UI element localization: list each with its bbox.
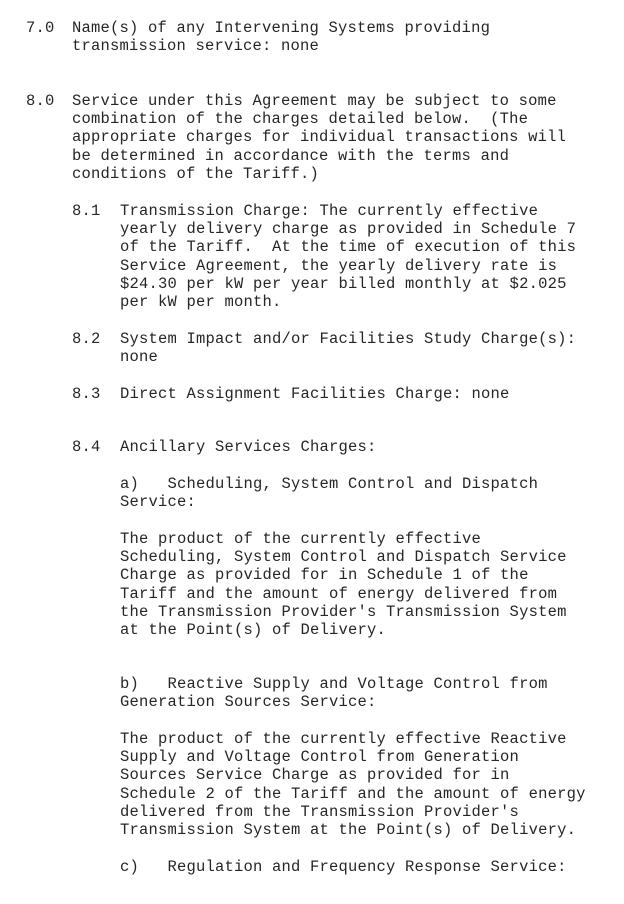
text-line: of the Tariff. At the time of execution of this	[120, 238, 577, 257]
subsection-paragraph	[120, 202, 576, 311]
text-line: Generation Sources Service:	[120, 693, 377, 712]
text-line: Tariff and the amount of energy delivered from	[120, 584, 558, 603]
text-line: none	[120, 348, 159, 367]
text-line: yearly delivery charge as provided in Schedule 7	[120, 220, 577, 239]
text-line: combination of the charges detailed below. (The	[72, 110, 529, 129]
subsection-number: 8.3	[72, 385, 101, 403]
text-line: Service under this Agreement may be subject to some	[72, 92, 557, 110]
section-number: 7.0	[26, 19, 55, 37]
subsection-paragraph	[120, 438, 377, 456]
text-line: c) Regulation and Frequency Response Service:	[120, 858, 567, 876]
text-line: Scheduling, System Control and Dispatch Service	[120, 548, 567, 567]
section-paragraph	[72, 92, 566, 183]
ancillary-heading	[120, 858, 567, 876]
ancillary-body	[120, 530, 567, 639]
text-line: be determined in accordance with the terms and	[72, 146, 510, 165]
text-line: The product of the currently effective	[120, 530, 482, 548]
text-line: conditions of the Tariff.)	[72, 164, 320, 183]
subsection-paragraph	[120, 385, 510, 403]
text-line: Sources Service Charge as provided for in	[120, 766, 510, 785]
text-line: appropriate charges for individual transactions will	[72, 128, 567, 147]
ancillary-heading	[120, 675, 548, 711]
text-line: transmission service: none	[72, 37, 320, 56]
text-line: Name(s) of any Intervening Systems providing	[72, 19, 491, 37]
text-line: System Impact and/or Facilities Study Charge(s):	[120, 330, 577, 348]
text-line: Supply and Voltage Control from Generation	[120, 748, 520, 767]
text-line: Transmission System at the Point(s) of Delivery.	[120, 821, 577, 840]
text-line: at the Point(s) of Delivery.	[120, 621, 387, 640]
text-line: a) Scheduling, System Control and Dispatch	[120, 475, 539, 493]
text-line: Charge as provided for in Schedule 1 of the	[120, 566, 529, 585]
text-line: delivered from the Transmission Provider's	[120, 802, 520, 821]
text-line: Direct Assignment Facilities Charge: none	[120, 385, 510, 403]
text-line: Service Agreement, the yearly delivery rate is	[120, 256, 558, 275]
subsection-number: 8.1	[72, 202, 101, 220]
section-paragraph	[72, 19, 490, 55]
section-number: 8.0	[26, 92, 55, 110]
text-line: b) Reactive Supply and Voltage Control from	[120, 675, 548, 693]
text-line: Service:	[120, 493, 197, 512]
subsection-paragraph	[120, 330, 576, 366]
text-line: The product of the currently effective Reactive	[120, 730, 567, 748]
text-line: per kW per month.	[120, 293, 282, 312]
text-line: Schedule 2 of the Tariff and the amount of energy	[120, 784, 586, 803]
text-line: Ancillary Services Charges:	[120, 438, 377, 456]
text-line: the Transmission Provider's Transmission System	[120, 602, 567, 621]
subsection-number: 8.2	[72, 330, 101, 348]
ancillary-heading	[120, 475, 538, 511]
text-line: $24.30 per kW per year billed monthly at $2.025	[120, 274, 567, 293]
ancillary-body	[120, 730, 586, 839]
subsection-number: 8.4	[72, 438, 101, 456]
text-line: Transmission Charge: The currently effective	[120, 202, 539, 220]
